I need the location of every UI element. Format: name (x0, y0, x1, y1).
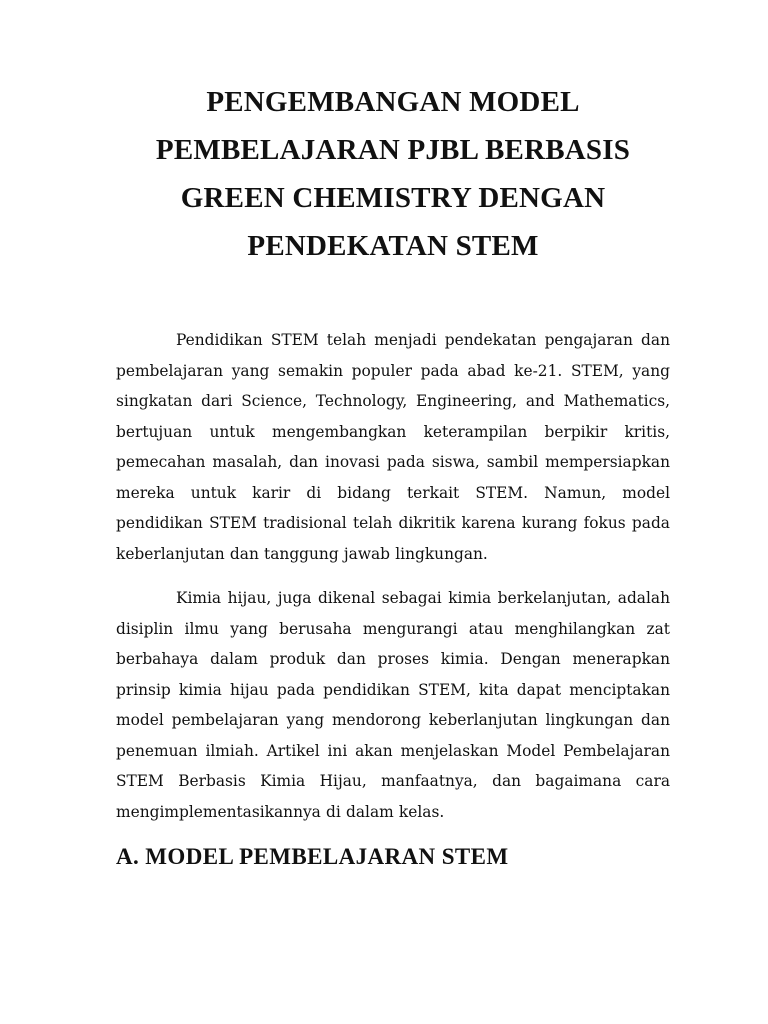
document-title (116, 78, 670, 270)
title-line-4: PENDEKATAN STEM (247, 230, 539, 262)
section-heading: A. MODEL PEMBELAJARAN STEM (116, 844, 509, 869)
paragraph-text: Kimia hijau, juga dikenal sebagai kimia berkelanjutan, adalah disiplin ilmu yang berusaha mengurangi atau menghilangkan zat berbahaya dalam produk dan proses kimia. Dengan menerapkan prinsip kimia hijau pada pendidikan STEM, kita dapat menciptakan model pembelajaran yang mendorong keberlanjutan lingkungan dan penemuan ilmiah. Artikel ini akan menjelaskan Model Pembelajaran STEM Berbasis Kimia Hijau, manfaatnya, dan bagaimana cara mengimplementasikannya di dalam kelas. (116, 589, 670, 821)
paragraph-green-chemistry (116, 583, 670, 827)
body-text (116, 325, 670, 827)
paragraph-intro-stem (116, 325, 670, 569)
title-line-2: PEMBELAJARAN PJBL BERBASIS (155, 134, 631, 166)
title-line-1: PENGEMBANGAN MODEL (206, 86, 580, 118)
paragraph-text: Pendidikan STEM telah menjadi pendekatan pengajaran dan pembelajaran yang semakin populer pada abad ke-21. STEM, yang singkatan dari Science, Technology, Engineering, and Mathematics, bertujuan untuk mengembangkan keterampilan berpikir kritis, pemecahan masalah, dan inovasi pada siswa, sambil mempersiapkan mereka untuk karir di bidang terkait STEM. Namun, model pendidikan STEM tradisional telah dikritik karena kurang fokus pada keberlanjutan dan tanggung jawab lingkungan. (116, 331, 670, 563)
title-line-3: GREEN CHEMISTRY DENGAN (180, 182, 606, 214)
